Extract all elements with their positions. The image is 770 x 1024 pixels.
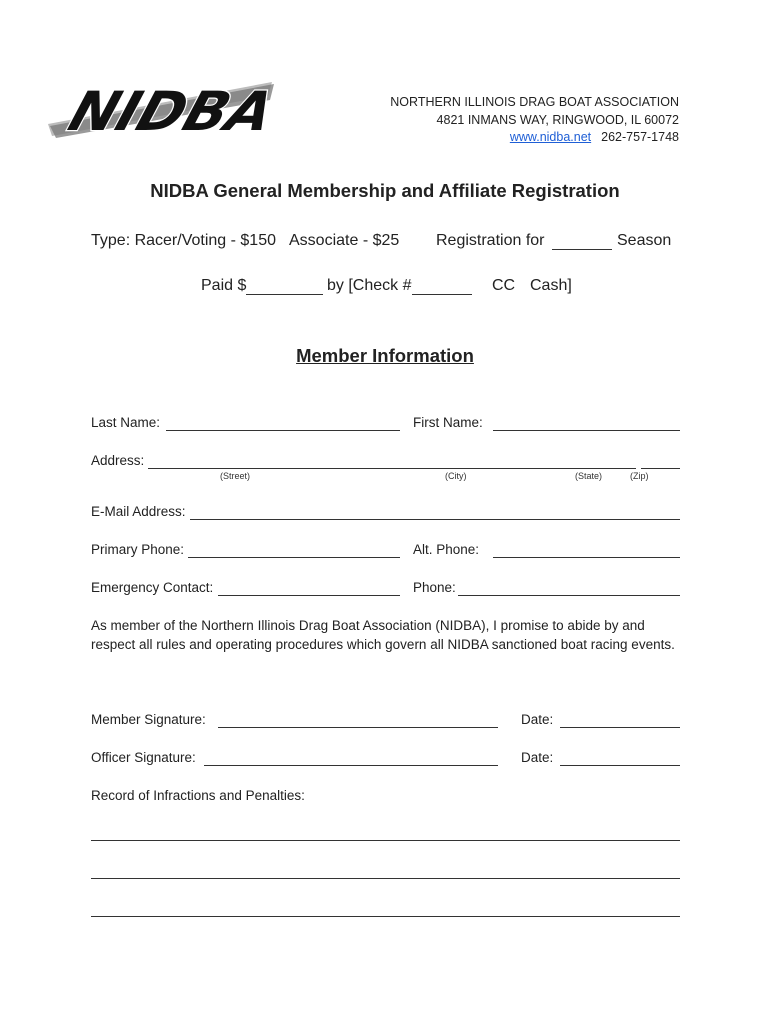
first-name-label: First Name: bbox=[413, 415, 483, 430]
alt-phone-field[interactable] bbox=[493, 557, 680, 558]
zip-hint: (Zip) bbox=[630, 471, 649, 481]
primary-phone-field[interactable] bbox=[188, 557, 400, 558]
org-info bbox=[390, 94, 679, 147]
type-associate-label: Associate - $25 bbox=[289, 232, 400, 249]
officer-signature-field[interactable] bbox=[204, 765, 498, 766]
member-signature-field[interactable] bbox=[218, 727, 498, 728]
member-date-field[interactable] bbox=[560, 727, 680, 728]
season-field[interactable] bbox=[552, 249, 612, 250]
logo-text: NIDBA bbox=[61, 81, 275, 142]
section-title: Member Information bbox=[296, 345, 474, 366]
type-racer-label: Type: Racer/Voting - $150 bbox=[91, 232, 276, 249]
member-date-label: Date: bbox=[521, 712, 554, 727]
nidba-logo bbox=[46, 80, 278, 142]
email-label: E-Mail Address: bbox=[91, 504, 186, 519]
address-label: Address: bbox=[91, 453, 145, 468]
org-contact bbox=[390, 129, 679, 147]
first-name-field[interactable] bbox=[493, 430, 680, 431]
paid-amount-field[interactable] bbox=[246, 294, 323, 295]
officer-date-field[interactable] bbox=[560, 765, 680, 766]
paid-label: Paid $ bbox=[201, 277, 247, 294]
zip-field[interactable] bbox=[641, 468, 680, 469]
address-field[interactable] bbox=[148, 468, 636, 469]
record-line-3[interactable] bbox=[91, 916, 680, 917]
street-hint: (Street) bbox=[220, 471, 251, 481]
org-phone: 262-757-1748 bbox=[601, 130, 679, 144]
registration-for-label: Registration for bbox=[436, 232, 545, 249]
cc-option[interactable]: CC bbox=[492, 277, 516, 294]
org-address: 4821 INMANS WAY, RINGWOOD, IL 60072 bbox=[436, 112, 679, 127]
check-number-field[interactable] bbox=[412, 294, 472, 295]
city-hint: (City) bbox=[445, 471, 467, 481]
season-label: Season bbox=[617, 232, 672, 249]
last-name-label: Last Name: bbox=[91, 415, 161, 430]
primary-phone-label: Primary Phone: bbox=[91, 542, 185, 557]
last-name-field[interactable] bbox=[166, 430, 400, 431]
emergency-phone-label: Phone: bbox=[413, 580, 456, 595]
check-label: by [Check # bbox=[327, 277, 412, 294]
record-line-1[interactable] bbox=[91, 840, 680, 841]
website-link[interactable]: www.nidba.net bbox=[509, 130, 592, 144]
org-name: NORTHERN ILLINOIS DRAG BOAT ASSOCIATION bbox=[390, 95, 679, 109]
officer-signature-label: Officer Signature: bbox=[91, 750, 196, 765]
pledge-text: As member of the Northern Illinois Drag Boat Association (NIDBA), I promise to abide by and respect all rules and operating procedures which govern all NIDBA sanctioned boat racing events. bbox=[91, 618, 675, 652]
officer-date-label: Date: bbox=[521, 750, 554, 765]
alt-phone-label: Alt. Phone: bbox=[413, 542, 480, 557]
record-line-2[interactable] bbox=[91, 878, 680, 879]
record-label: Record of Infractions and Penalties: bbox=[91, 788, 305, 803]
state-hint: (State) bbox=[575, 471, 603, 481]
emergency-phone-field[interactable] bbox=[458, 595, 680, 596]
cash-option[interactable]: Cash] bbox=[530, 277, 572, 294]
page-title: NIDBA General Membership and Affiliate Registration bbox=[150, 180, 620, 201]
emergency-contact-label: Emergency Contact: bbox=[91, 580, 214, 595]
member-signature-label: Member Signature: bbox=[91, 712, 206, 727]
email-field[interactable] bbox=[190, 519, 680, 520]
emergency-contact-field[interactable] bbox=[218, 595, 400, 596]
